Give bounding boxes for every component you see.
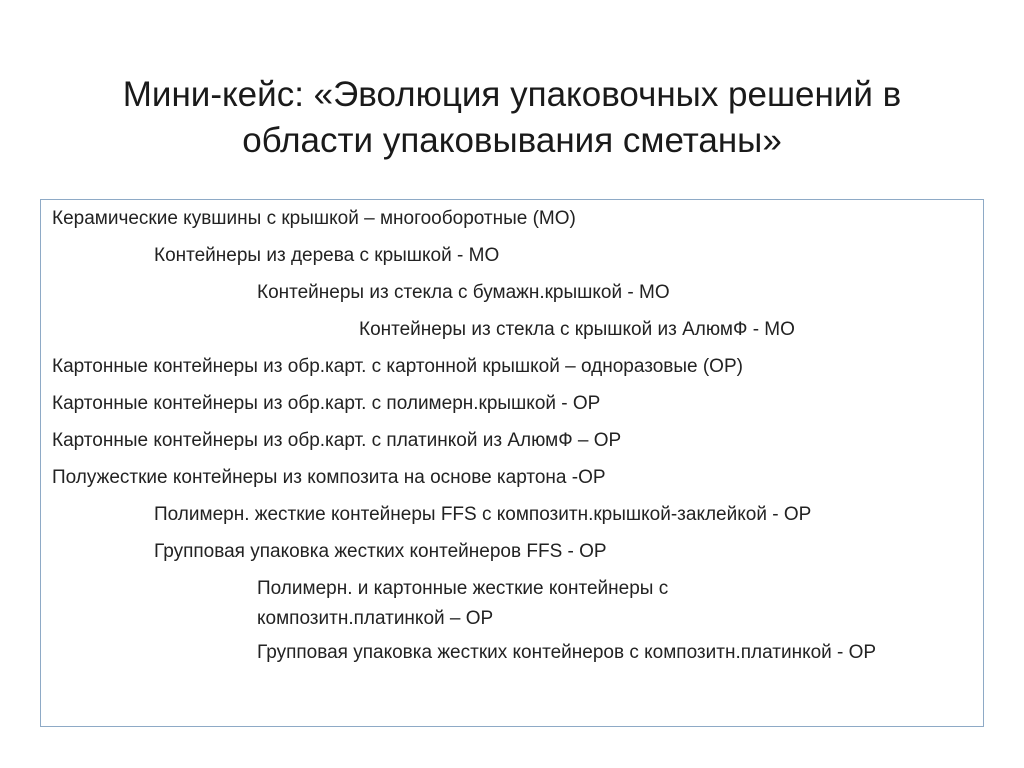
list-item: Контейнеры из стекла с бумажн.крышкой - МО: [257, 282, 670, 303]
list-item: Групповая упаковка жестких контейнеров FFS - ОР: [154, 541, 607, 562]
list-item: Полимерн. жесткие контейнеры FFS с композитн.крышкой-заклейкой - ОР: [154, 504, 812, 525]
list-item: Картонные контейнеры из обр.карт. с полимерн.крышкой - ОР: [52, 393, 601, 414]
list-item: Полимерн. и картонные жесткие контейнеры с композитн.платинкой – ОР: [257, 578, 669, 629]
list-item: Групповая упаковка жестких контейнеров с композитн.платинкой - ОР: [257, 642, 877, 663]
slide-title-line-2: области упаковывания сметаны»: [242, 121, 782, 160]
list-item: Контейнеры из стекла с крышкой из АлюмФ - МО: [359, 319, 795, 340]
list-item: Керамические кувшины с крышкой – многооборотные (МО): [52, 208, 576, 229]
list-item: Картонные контейнеры из обр.карт. с платинкой из АлюмФ – ОР: [52, 430, 622, 451]
list-item: Картонные контейнеры из обр.карт. с картонной крышкой – одноразовые (ОР): [52, 356, 743, 377]
slide-title: [60, 72, 964, 164]
list-item: Полужесткие контейнеры из композита на основе картона -ОР: [52, 467, 606, 488]
content-box: [40, 199, 984, 727]
slide-title-line-1: Мини-кейс: «Эволюция упаковочных решений в: [122, 75, 902, 114]
list-item: Контейнеры из дерева с крышкой - МО: [154, 245, 500, 266]
